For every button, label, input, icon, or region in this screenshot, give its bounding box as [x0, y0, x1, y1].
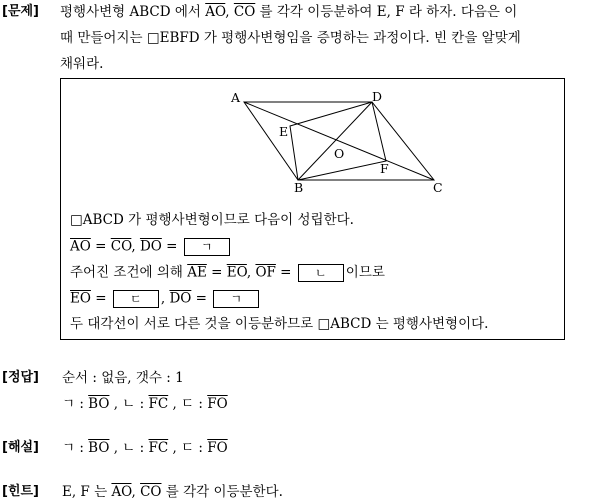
problem-tag: [문제] [2, 4, 39, 19]
eq: = [275, 264, 296, 281]
label-o: O [334, 146, 345, 161]
proof-line-3 [70, 264, 385, 282]
problem-line-1-text: 평행사변형 ABCD 에서 $\overline{AO}$, $\overline{CO}$ 를 각각 이등분하여 E, F 라 하자. 다음은 이 [60, 4, 518, 20]
label-b: B [294, 180, 304, 195]
comma: , [131, 238, 140, 255]
given-text: 주어진 조건에 의해 [70, 264, 188, 281]
value-2: $\overline{FC}$ [148, 396, 169, 412]
key-1: ㄱ : [62, 396, 89, 412]
parallelogram-figure [220, 86, 460, 196]
seg-do: $\overline{DO}$ [139, 238, 162, 255]
comma: , [160, 290, 170, 307]
hint-text-e: 를 각각 이등분한다. [161, 484, 283, 500]
eq: = [206, 264, 227, 281]
key-1: ㄱ : [62, 440, 89, 456]
label-c: C [433, 180, 443, 195]
value-3: $\overline{FO}$ [207, 440, 228, 456]
eq: = [161, 238, 182, 255]
key-3: , ㄷ : [168, 396, 208, 412]
problem-line-3: 채워라. [60, 56, 104, 72]
seg-do: $\overline{DO}$ [169, 290, 192, 307]
eq: = [90, 290, 111, 307]
eq: = [191, 290, 212, 307]
problem-line-2: 때 만들어지는 □EBFD 가 평행사변형임을 증명하는 과정이다. 빈 칸을 알맞게 [60, 30, 521, 46]
value-2: $\overline{FC}$ [148, 440, 169, 456]
seg-co: $\overline{CO}$ [140, 484, 162, 500]
blank-1[interactable]: ㄱ [184, 238, 230, 256]
answer-line-2 [62, 396, 228, 412]
seg-ao: $\overline{AO}$ [111, 484, 132, 500]
seg-ao: $\overline{AO}$ [70, 238, 91, 255]
seg-co: $\overline{CO}$ [110, 238, 132, 255]
key-3: , ㄷ : [168, 440, 208, 456]
diagonal-ac [244, 102, 434, 180]
proof-line-1: □ABCD 가 평행사변형이므로 다음이 성립한다. [70, 212, 354, 228]
blank-2[interactable]: ㄴ [298, 264, 344, 282]
seg-eo: $\overline{EO}$ [226, 264, 247, 281]
value-3: $\overline{FO}$ [207, 396, 228, 412]
key-2: , ㄴ : [109, 440, 149, 456]
proof-line-2 [70, 238, 232, 256]
label-f: F [380, 161, 389, 176]
comma: , [246, 264, 256, 281]
label-a: A [231, 90, 241, 105]
proof-line-5: 두 대각선이 서로 다른 것을 이등분하므로 □ABCD 는 평행사변형이다. [70, 316, 489, 332]
diagonal-bd [298, 102, 372, 180]
seg-of: $\overline{OF}$ [255, 264, 276, 281]
hint-text-a: E, F 는 [62, 484, 112, 500]
proof-line-4 [70, 290, 261, 308]
therefore-text: 이므로 [345, 264, 385, 281]
answer-line-1: 순서 : 없음, 갯수 : 1 [62, 370, 184, 386]
comma: , [131, 484, 141, 500]
seg-eo: $\overline{EO}$ [70, 290, 91, 307]
seg-ae: $\overline{AE}$ [187, 264, 207, 281]
hint-line [62, 484, 283, 500]
explanation-tag: [해설] [2, 440, 39, 455]
answer-tag: [정답] [2, 370, 39, 385]
label-d: D [372, 89, 383, 104]
explanation-line [62, 440, 228, 456]
blank-4[interactable]: ㄱ [213, 290, 259, 308]
blank-3[interactable]: ㄷ [113, 290, 159, 308]
label-e: E [279, 124, 289, 139]
hint-tag: [힌트] [2, 484, 39, 499]
problem-line-1 [60, 4, 517, 20]
eq: = [90, 238, 111, 255]
key-2: , ㄴ : [109, 396, 149, 412]
value-1: $\overline{BO}$ [88, 440, 110, 456]
value-1: $\overline{BO}$ [88, 396, 110, 412]
